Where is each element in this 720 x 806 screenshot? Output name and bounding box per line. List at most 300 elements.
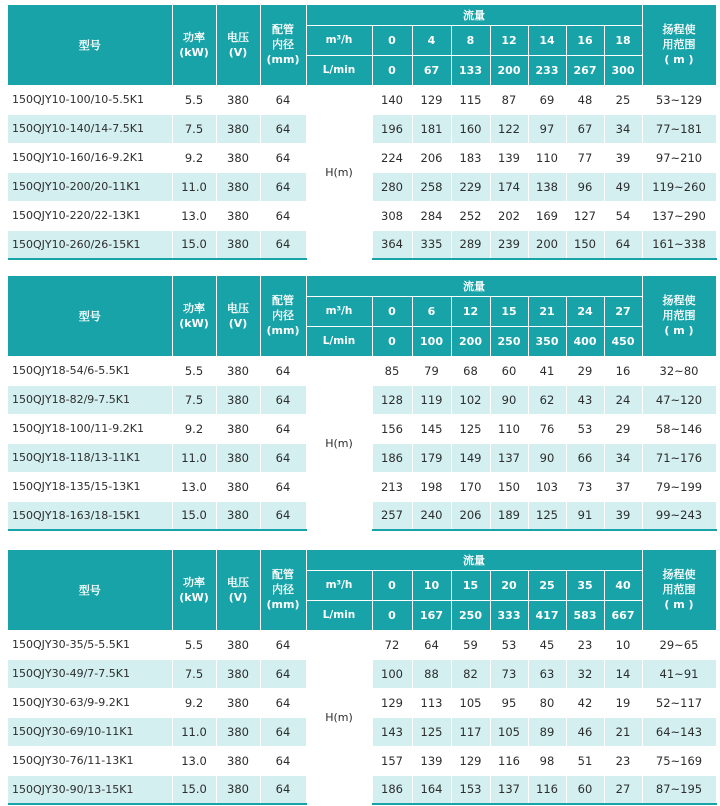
head-value-cell: 32 <box>566 659 604 688</box>
head-value-cell: 51 <box>566 746 604 775</box>
flow-header: 流量 <box>306 5 642 25</box>
flow-lmin-value: 583 <box>566 600 604 630</box>
flow-m3h-value: 12 <box>451 296 490 326</box>
voltage-cell: 380 <box>216 746 260 775</box>
head-value-cell: 10 <box>604 630 642 659</box>
header-row-top <box>8 5 716 25</box>
header-line: 配管 <box>272 23 294 37</box>
power-cell: 7.5 <box>172 659 216 688</box>
power-cell: 9.2 <box>172 688 216 717</box>
power-cell: 13.0 <box>172 746 216 775</box>
head-value-cell: 42 <box>566 688 604 717</box>
head-value-cell: 39 <box>604 501 642 530</box>
flow-unit-lmin: L/min <box>306 600 372 630</box>
flow-lmin-value: 100 <box>412 326 451 356</box>
header-line: 内径 <box>272 309 294 323</box>
head-value-cell: 229 <box>451 172 490 201</box>
head-value-cell: 239 <box>490 230 528 259</box>
head-value-cell: 53 <box>490 630 528 659</box>
col-voltage-header <box>216 276 260 356</box>
flow-unit-m3h: m³/h <box>306 570 372 600</box>
spec-table <box>8 276 717 531</box>
head-value-cell: 150 <box>566 230 604 259</box>
head-value-cell: 39 <box>604 143 642 172</box>
flow-lmin-value: 133 <box>451 55 490 85</box>
head-value-cell: 139 <box>412 746 451 775</box>
table-header <box>8 550 716 630</box>
header-line: 功率 <box>183 30 205 44</box>
head-value-cell: 69 <box>528 85 566 114</box>
range-cell: 77~181 <box>642 114 716 143</box>
head-value-cell: 90 <box>490 385 528 414</box>
head-value-cell: 119 <box>412 385 451 414</box>
head-value-cell: 206 <box>412 143 451 172</box>
head-value-cell: 138 <box>528 172 566 201</box>
flow-m3h-value: 40 <box>604 570 642 600</box>
pipe-cell: 64 <box>260 775 306 804</box>
col-voltage-header <box>216 5 260 85</box>
head-value-cell: 53 <box>566 414 604 443</box>
pipe-cell: 64 <box>260 630 306 659</box>
head-value-cell: 80 <box>528 688 566 717</box>
pipe-cell: 64 <box>260 501 306 530</box>
head-value-cell: 34 <box>604 114 642 143</box>
head-value-cell: 117 <box>451 717 490 746</box>
col-model-header: 型号 <box>8 550 172 630</box>
pipe-cell: 64 <box>260 659 306 688</box>
pipe-cell: 64 <box>260 443 306 472</box>
head-value-cell: 60 <box>490 356 528 385</box>
flow-m3h-value: 15 <box>451 570 490 600</box>
range-cell: 71~176 <box>642 443 716 472</box>
header-unit: (mm) <box>266 324 300 338</box>
model-cell: 150QJY18-163/18-15K1 <box>8 501 172 530</box>
head-value-cell: 16 <box>604 356 642 385</box>
power-cell: 7.5 <box>172 385 216 414</box>
flow-m3h-value: 25 <box>528 570 566 600</box>
col-range-header <box>642 550 716 630</box>
head-value-cell: 280 <box>372 172 412 201</box>
head-value-cell: 105 <box>490 717 528 746</box>
model-cell: 150QJY30-90/13-15K1 <box>8 775 172 804</box>
head-value-cell: 150 <box>490 472 528 501</box>
head-value-cell: 62 <box>528 385 566 414</box>
header-line: 功率 <box>183 575 205 589</box>
header-row-top <box>8 550 716 570</box>
flow-lmin-value: 300 <box>604 55 642 85</box>
col-pipe-header <box>260 276 306 356</box>
head-value-cell: 206 <box>451 501 490 530</box>
head-value-cell: 129 <box>451 746 490 775</box>
header-unit: (kW) <box>179 316 209 330</box>
head-value-cell: 174 <box>490 172 528 201</box>
head-value-cell: 186 <box>372 443 412 472</box>
head-value-cell: 257 <box>372 501 412 530</box>
head-value-cell: 102 <box>451 385 490 414</box>
head-value-cell: 91 <box>566 501 604 530</box>
head-value-cell: 79 <box>412 356 451 385</box>
range-cell: 137~290 <box>642 201 716 230</box>
pipe-cell: 64 <box>260 414 306 443</box>
power-cell: 15.0 <box>172 501 216 530</box>
head-value-cell: 137 <box>490 775 528 804</box>
head-value-cell: 224 <box>372 143 412 172</box>
flow-lmin-value: 233 <box>528 55 566 85</box>
flow-m3h-value: 8 <box>451 25 490 55</box>
flow-lmin-value: 67 <box>412 55 451 85</box>
voltage-cell: 380 <box>216 501 260 530</box>
model-cell: 150QJY30-76/11-13K1 <box>8 746 172 775</box>
range-cell: 79~199 <box>642 472 716 501</box>
head-value-cell: 129 <box>412 85 451 114</box>
table-row <box>8 85 716 114</box>
head-value-cell: 45 <box>528 630 566 659</box>
flow-lmin-value: 250 <box>490 326 528 356</box>
header-unit: (kW) <box>179 45 209 59</box>
head-value-cell: 87 <box>490 85 528 114</box>
flow-lmin-value: 667 <box>604 600 642 630</box>
head-value-cell: 157 <box>372 746 412 775</box>
power-cell: 5.5 <box>172 356 216 385</box>
model-cell: 150QJY18-82/9-7.5K1 <box>8 385 172 414</box>
head-value-cell: 110 <box>490 414 528 443</box>
head-value-cell: 213 <box>372 472 412 501</box>
flow-m3h-value: 4 <box>412 25 451 55</box>
header-line: 用范围 <box>662 38 696 52</box>
head-value-cell: 364 <box>372 230 412 259</box>
head-value-cell: 240 <box>412 501 451 530</box>
flow-lmin-value: 250 <box>451 600 490 630</box>
col-power-header <box>172 276 216 356</box>
head-value-cell: 48 <box>566 85 604 114</box>
col-power-header <box>172 5 216 85</box>
head-value-cell: 89 <box>528 717 566 746</box>
head-value-cell: 127 <box>566 201 604 230</box>
head-value-cell: 179 <box>412 443 451 472</box>
head-value-cell: 116 <box>528 775 566 804</box>
model-cell: 150QJY10-220/22-13K1 <box>8 201 172 230</box>
head-value-cell: 100 <box>372 659 412 688</box>
voltage-cell: 380 <box>216 659 260 688</box>
header-unit: ( m ) <box>664 53 694 67</box>
power-cell: 15.0 <box>172 775 216 804</box>
flow-m3h-value: 18 <box>604 25 642 55</box>
power-cell: 15.0 <box>172 230 216 259</box>
head-value-cell: 29 <box>604 414 642 443</box>
col-model-header: 型号 <box>8 5 172 85</box>
col-pipe-header <box>260 550 306 630</box>
range-cell: 99~243 <box>642 501 716 530</box>
voltage-cell: 380 <box>216 172 260 201</box>
power-cell: 7.5 <box>172 114 216 143</box>
head-value-cell: 23 <box>604 746 642 775</box>
flow-unit-lmin: L/min <box>306 55 372 85</box>
head-value-cell: 95 <box>490 688 528 717</box>
head-value-cell: 96 <box>566 172 604 201</box>
flow-lmin-value: 417 <box>528 600 566 630</box>
head-value-cell: 19 <box>604 688 642 717</box>
pipe-cell: 64 <box>260 717 306 746</box>
header-line: 扬程使 <box>662 568 696 582</box>
header-line: 功率 <box>183 301 205 315</box>
head-value-cell: 189 <box>490 501 528 530</box>
range-cell: 53~129 <box>642 85 716 114</box>
power-cell: 9.2 <box>172 143 216 172</box>
pipe-cell: 64 <box>260 385 306 414</box>
power-cell: 11.0 <box>172 172 216 201</box>
head-label-cell: H(m) <box>306 630 372 804</box>
header-unit: (V) <box>228 45 248 59</box>
range-cell: 97~210 <box>642 143 716 172</box>
flow-lmin-value: 400 <box>566 326 604 356</box>
head-value-cell: 27 <box>604 775 642 804</box>
voltage-cell: 380 <box>216 688 260 717</box>
head-value-cell: 60 <box>566 775 604 804</box>
pipe-cell: 64 <box>260 688 306 717</box>
range-cell: 64~143 <box>642 717 716 746</box>
header-line: 扬程使 <box>662 294 696 308</box>
head-value-cell: 196 <box>372 114 412 143</box>
table-header <box>8 5 716 85</box>
header-unit: (mm) <box>266 53 300 67</box>
head-value-cell: 186 <box>372 775 412 804</box>
voltage-cell: 380 <box>216 85 260 114</box>
pipe-cell: 64 <box>260 172 306 201</box>
head-value-cell: 37 <box>604 472 642 501</box>
spec-table <box>8 550 717 805</box>
head-value-cell: 82 <box>451 659 490 688</box>
header-line: 内径 <box>272 38 294 52</box>
head-value-cell: 85 <box>372 356 412 385</box>
header-line: 配管 <box>272 294 294 308</box>
flow-lmin-value: 450 <box>604 326 642 356</box>
head-value-cell: 25 <box>604 85 642 114</box>
pipe-cell: 64 <box>260 472 306 501</box>
head-value-cell: 202 <box>490 201 528 230</box>
head-value-cell: 156 <box>372 414 412 443</box>
header-line: 电压 <box>227 301 249 315</box>
head-value-cell: 164 <box>412 775 451 804</box>
head-value-cell: 23 <box>566 630 604 659</box>
range-cell: 58~146 <box>642 414 716 443</box>
head-value-cell: 258 <box>412 172 451 201</box>
header-line: 配管 <box>272 568 294 582</box>
header-unit: ( m ) <box>664 598 694 612</box>
model-cell: 150QJY30-63/9-9.2K1 <box>8 688 172 717</box>
header-line: 用范围 <box>662 309 696 323</box>
voltage-cell: 380 <box>216 472 260 501</box>
head-value-cell: 64 <box>604 230 642 259</box>
flow-m3h-value: 0 <box>372 570 412 600</box>
col-pipe-header <box>260 5 306 85</box>
flow-header: 流量 <box>306 550 642 570</box>
flow-m3h-value: 0 <box>372 296 412 326</box>
header-line: 电压 <box>227 30 249 44</box>
head-value-cell: 200 <box>528 230 566 259</box>
header-row-top <box>8 276 716 296</box>
range-cell: 75~169 <box>642 746 716 775</box>
table-header <box>8 276 716 356</box>
model-cell: 150QJY10-260/26-15K1 <box>8 230 172 259</box>
head-value-cell: 90 <box>528 443 566 472</box>
head-value-cell: 160 <box>451 114 490 143</box>
head-value-cell: 49 <box>604 172 642 201</box>
flow-m3h-value: 12 <box>490 25 528 55</box>
header-line: 内径 <box>272 583 294 597</box>
flow-m3h-value: 16 <box>566 25 604 55</box>
head-value-cell: 72 <box>372 630 412 659</box>
model-cell: 150QJY18-54/6-5.5K1 <box>8 356 172 385</box>
head-value-cell: 335 <box>412 230 451 259</box>
col-power-header <box>172 550 216 630</box>
head-value-cell: 88 <box>412 659 451 688</box>
head-value-cell: 67 <box>566 114 604 143</box>
voltage-cell: 380 <box>216 230 260 259</box>
power-cell: 5.5 <box>172 85 216 114</box>
header-unit: (V) <box>228 590 248 604</box>
table-row <box>8 630 716 659</box>
table-body <box>8 85 716 259</box>
col-range-header <box>642 5 716 85</box>
flow-unit-m3h: m³/h <box>306 296 372 326</box>
header-unit: (V) <box>228 316 248 330</box>
voltage-cell: 380 <box>216 356 260 385</box>
head-value-cell: 181 <box>412 114 451 143</box>
header-unit: ( m ) <box>664 324 694 338</box>
model-cell: 150QJY30-49/7-7.5K1 <box>8 659 172 688</box>
flow-m3h-value: 24 <box>566 296 604 326</box>
head-value-cell: 183 <box>451 143 490 172</box>
head-value-cell: 43 <box>566 385 604 414</box>
flow-m3h-value: 15 <box>490 296 528 326</box>
head-label-cell: H(m) <box>306 85 372 259</box>
head-value-cell: 54 <box>604 201 642 230</box>
head-value-cell: 125 <box>412 717 451 746</box>
model-cell: 150QJY10-200/20-11K1 <box>8 172 172 201</box>
head-value-cell: 252 <box>451 201 490 230</box>
head-value-cell: 169 <box>528 201 566 230</box>
head-value-cell: 110 <box>528 143 566 172</box>
head-value-cell: 21 <box>604 717 642 746</box>
voltage-cell: 380 <box>216 717 260 746</box>
head-value-cell: 97 <box>528 114 566 143</box>
head-value-cell: 143 <box>372 717 412 746</box>
range-cell: 119~260 <box>642 172 716 201</box>
flow-unit-lmin: L/min <box>306 326 372 356</box>
flow-m3h-value: 27 <box>604 296 642 326</box>
col-model-header: 型号 <box>8 276 172 356</box>
header-unit: (kW) <box>179 590 209 604</box>
range-cell: 52~117 <box>642 688 716 717</box>
head-value-cell: 73 <box>490 659 528 688</box>
pipe-cell: 64 <box>260 114 306 143</box>
flow-lmin-value: 333 <box>490 600 528 630</box>
table-body <box>8 630 716 804</box>
head-value-cell: 198 <box>412 472 451 501</box>
flow-m3h-value: 35 <box>566 570 604 600</box>
flow-lmin-value: 200 <box>490 55 528 85</box>
head-value-cell: 113 <box>412 688 451 717</box>
head-value-cell: 140 <box>372 85 412 114</box>
head-label-cell: H(m) <box>306 356 372 530</box>
voltage-cell: 380 <box>216 414 260 443</box>
flow-lmin-value: 0 <box>372 55 412 85</box>
spec-table <box>8 5 717 260</box>
voltage-cell: 380 <box>216 143 260 172</box>
head-value-cell: 125 <box>451 414 490 443</box>
head-value-cell: 24 <box>604 385 642 414</box>
head-value-cell: 129 <box>372 688 412 717</box>
flow-lmin-value: 350 <box>528 326 566 356</box>
model-cell: 150QJY30-69/10-11K1 <box>8 717 172 746</box>
head-value-cell: 125 <box>528 501 566 530</box>
head-value-cell: 68 <box>451 356 490 385</box>
power-cell: 11.0 <box>172 717 216 746</box>
model-cell: 150QJY18-100/11-9.2K1 <box>8 414 172 443</box>
flow-lmin-value: 167 <box>412 600 451 630</box>
flow-lmin-value: 267 <box>566 55 604 85</box>
head-value-cell: 41 <box>528 356 566 385</box>
head-value-cell: 145 <box>412 414 451 443</box>
pipe-cell: 64 <box>260 85 306 114</box>
head-value-cell: 73 <box>566 472 604 501</box>
flow-m3h-value: 0 <box>372 25 412 55</box>
voltage-cell: 380 <box>216 385 260 414</box>
power-cell: 5.5 <box>172 630 216 659</box>
range-cell: 41~91 <box>642 659 716 688</box>
flow-lmin-value: 0 <box>372 326 412 356</box>
flow-lmin-value: 200 <box>451 326 490 356</box>
model-cell: 150QJY18-135/15-13K1 <box>8 472 172 501</box>
head-value-cell: 77 <box>566 143 604 172</box>
header-line: 电压 <box>227 575 249 589</box>
head-value-cell: 289 <box>451 230 490 259</box>
table-row <box>8 356 716 385</box>
power-cell: 9.2 <box>172 414 216 443</box>
range-cell: 87~195 <box>642 775 716 804</box>
head-value-cell: 116 <box>490 746 528 775</box>
model-cell: 150QJY30-35/5-5.5K1 <box>8 630 172 659</box>
voltage-cell: 380 <box>216 201 260 230</box>
head-value-cell: 170 <box>451 472 490 501</box>
head-value-cell: 76 <box>528 414 566 443</box>
range-cell: 32~80 <box>642 356 716 385</box>
head-value-cell: 122 <box>490 114 528 143</box>
flow-lmin-value: 0 <box>372 600 412 630</box>
flow-m3h-value: 21 <box>528 296 566 326</box>
voltage-cell: 380 <box>216 443 260 472</box>
head-value-cell: 29 <box>566 356 604 385</box>
pipe-cell: 64 <box>260 230 306 259</box>
header-line: 用范围 <box>662 583 696 597</box>
head-value-cell: 103 <box>528 472 566 501</box>
header-line: 扬程使 <box>662 23 696 37</box>
head-value-cell: 153 <box>451 775 490 804</box>
head-value-cell: 149 <box>451 443 490 472</box>
pipe-cell: 64 <box>260 143 306 172</box>
head-value-cell: 46 <box>566 717 604 746</box>
model-cell: 150QJY10-140/14-7.5K1 <box>8 114 172 143</box>
head-value-cell: 139 <box>490 143 528 172</box>
model-cell: 150QJY10-100/10-5.5K1 <box>8 85 172 114</box>
voltage-cell: 380 <box>216 114 260 143</box>
head-value-cell: 115 <box>451 85 490 114</box>
pipe-cell: 64 <box>260 746 306 775</box>
head-value-cell: 137 <box>490 443 528 472</box>
head-value-cell: 64 <box>412 630 451 659</box>
head-value-cell: 105 <box>451 688 490 717</box>
power-cell: 13.0 <box>172 201 216 230</box>
